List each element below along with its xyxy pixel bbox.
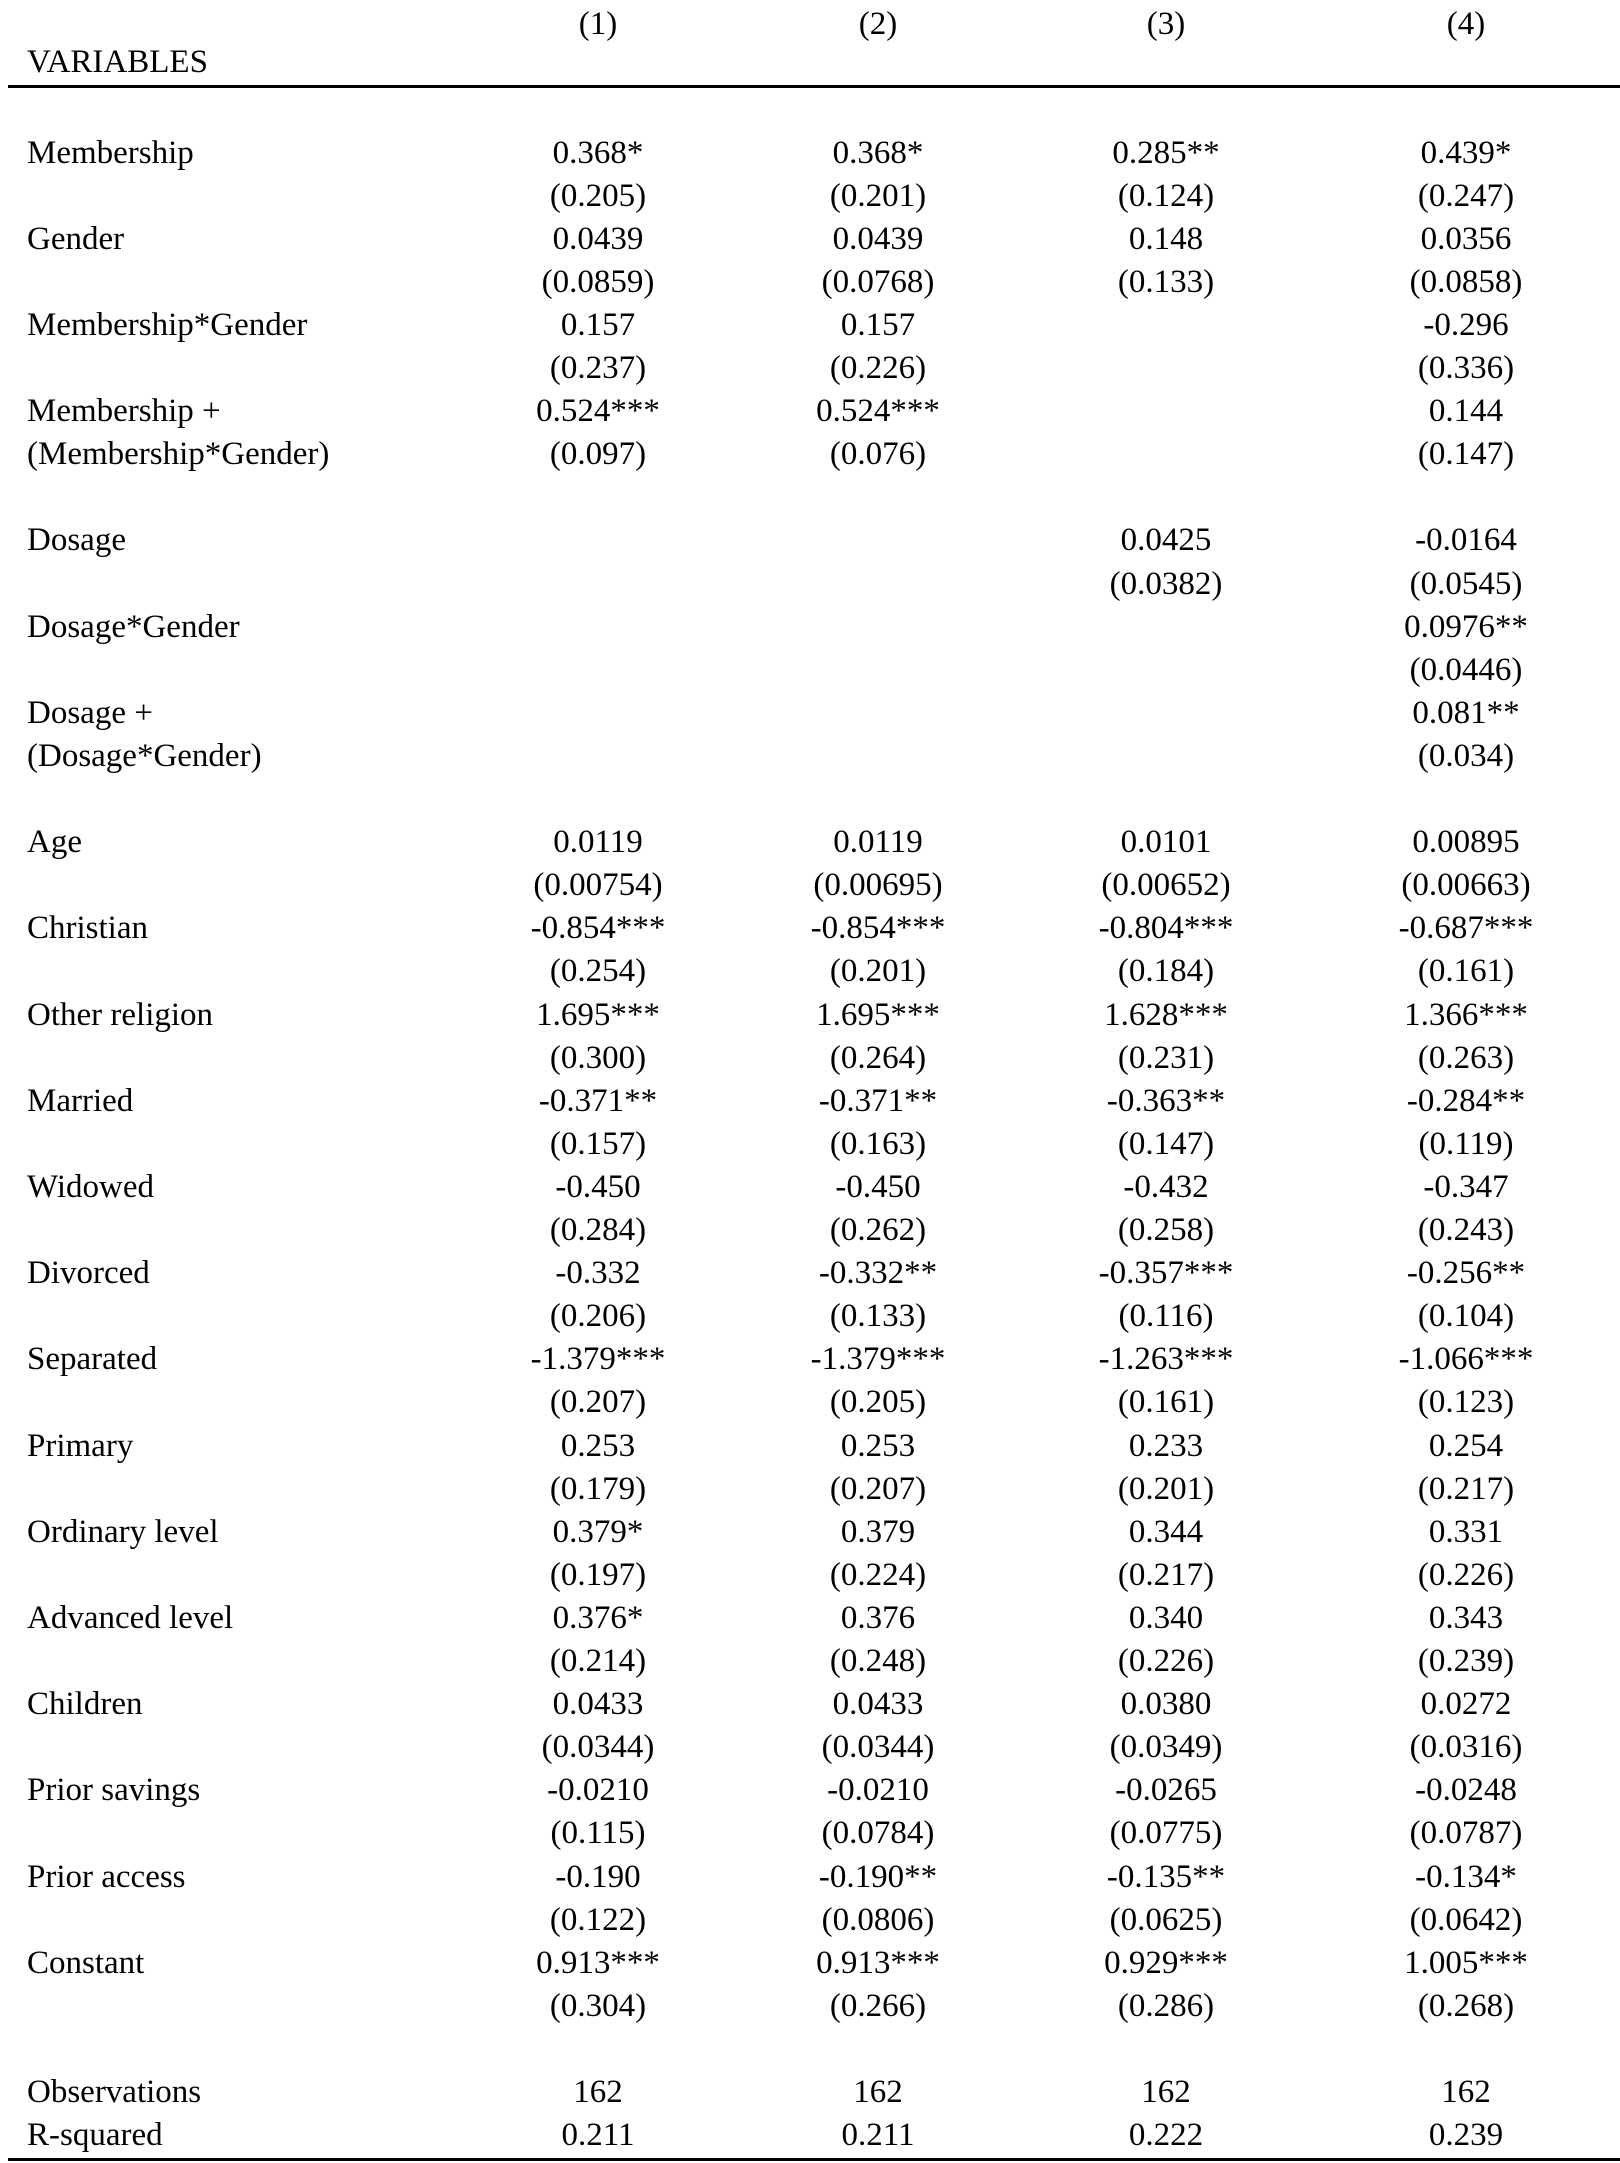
cell-col-4: (0.0545) — [1409, 565, 1523, 602]
table-row — [0, 1381, 1620, 1424]
table-row — [0, 907, 1620, 950]
cell-col-4: 0.343 — [1428, 1599, 1504, 1636]
cell-col-4: (0.123) — [1417, 1384, 1515, 1421]
cell-col-3: 0.285** — [1112, 134, 1220, 171]
cell-col-4: 0.439* — [1420, 134, 1512, 171]
table-row — [0, 132, 1620, 175]
cell-col-4: 0.254 — [1428, 1427, 1504, 1464]
table-row — [0, 1899, 1620, 1942]
cell-col-1: 162 — [573, 2074, 623, 2110]
table-row — [0, 1252, 1620, 1295]
cell-col-4: -0.256** — [1406, 1255, 1526, 1292]
column-header-4: (4) — [1446, 6, 1486, 42]
cell-col-1: (0.284) — [549, 1212, 647, 1248]
cell-col-4: -0.134* — [1415, 1858, 1517, 1895]
cell-col-3: -0.363** — [1106, 1082, 1226, 1119]
cell-col-3: -1.263*** — [1098, 1341, 1234, 1378]
table-row — [0, 1425, 1620, 1468]
cell-col-1: (0.207) — [549, 1384, 647, 1421]
cell-col-2: -1.379*** — [810, 1341, 946, 1378]
table-row — [0, 304, 1620, 347]
table-row — [0, 2071, 1620, 2114]
cell-col-1: -0.332 — [555, 1255, 641, 1292]
cell-col-2: -0.854*** — [810, 910, 946, 947]
cell-col-1: (0.179) — [549, 1470, 647, 1507]
cell-col-4: -0.347 — [1423, 1168, 1509, 1205]
cell-col-3: -0.135** — [1106, 1858, 1226, 1895]
cell-col-1: (0.214) — [549, 1643, 647, 1679]
cell-col-1: 0.157 — [560, 306, 636, 343]
cell-col-3: 0.340 — [1128, 1599, 1204, 1636]
cell-col-3: 0.0425 — [1120, 522, 1212, 559]
cell-col-2: (0.201) — [829, 177, 927, 214]
cell-col-4: (0.268) — [1417, 1987, 1515, 2024]
table-row — [0, 1554, 1620, 1597]
table-row — [0, 606, 1620, 649]
cell-col-1: -0.0210 — [547, 1772, 649, 1809]
cell-col-4: 1.005*** — [1404, 1944, 1528, 1981]
bottom-rule — [8, 2158, 1620, 2161]
cell-col-3: 0.0380 — [1120, 1686, 1212, 1723]
cell-col-1: -0.854*** — [530, 910, 666, 947]
cell-col-2: (0.207) — [829, 1470, 927, 1507]
cell-col-2: (0.0768) — [821, 263, 935, 300]
cell-col-3: 162 — [1141, 2074, 1191, 2110]
cell-col-3: (0.147) — [1117, 1125, 1215, 1162]
table-row — [0, 1769, 1620, 1812]
table-row — [0, 950, 1620, 993]
cell-col-3: (0.217) — [1117, 1556, 1215, 1593]
cell-col-2: 0.0119 — [833, 824, 923, 861]
cell-col-1: (0.206) — [549, 1298, 647, 1335]
table-row — [0, 1985, 1620, 2028]
cell-col-1: -0.371** — [538, 1082, 658, 1119]
cell-col-4: (0.147) — [1417, 436, 1515, 473]
cell-col-3: (0.184) — [1117, 953, 1215, 990]
row-label: Constant — [27, 1944, 145, 1981]
row-label: Gender — [27, 220, 125, 257]
column-header-1: (1) — [578, 6, 618, 42]
cell-col-3: 0.344 — [1128, 1513, 1204, 1550]
cell-col-2: 0.376 — [840, 1599, 916, 1636]
cell-col-2: (0.224) — [829, 1556, 927, 1593]
cell-col-4: (0.104) — [1417, 1298, 1515, 1335]
cell-col-3: (0.133) — [1117, 263, 1215, 300]
table-row — [0, 433, 1620, 476]
cell-col-4: 0.0272 — [1420, 1686, 1512, 1723]
row-label: Separated — [27, 1341, 158, 1378]
cell-col-1: -0.190 — [555, 1858, 641, 1895]
table-row — [0, 218, 1620, 261]
cell-col-2: 0.368* — [832, 134, 924, 171]
table-row — [0, 1683, 1620, 1726]
cell-col-2: (0.00695) — [813, 867, 943, 904]
cell-col-2: (0.262) — [829, 1212, 927, 1248]
cell-col-2: 0.0439 — [832, 220, 924, 257]
table-row — [0, 563, 1620, 606]
cell-col-2: (0.0344) — [821, 1729, 935, 1766]
cell-col-2: (0.205) — [829, 1384, 927, 1421]
cell-col-1: 0.0119 — [553, 824, 643, 861]
top-rule — [8, 85, 1620, 88]
table-row — [0, 1037, 1620, 1080]
row-label: R-squared — [27, 2117, 163, 2154]
cell-col-4: 0.144 — [1428, 393, 1504, 430]
cell-col-3: (0.116) — [1118, 1298, 1214, 1335]
row-label: Widowed — [27, 1168, 154, 1205]
cell-col-4: (0.0858) — [1409, 263, 1523, 300]
cell-col-1: 0.368* — [552, 134, 644, 171]
cell-col-3: -0.432 — [1123, 1168, 1209, 1205]
cell-col-3: -0.357*** — [1098, 1255, 1234, 1292]
cell-col-4: (0.161) — [1417, 953, 1515, 990]
cell-col-1: 0.379* — [552, 1513, 644, 1550]
cell-col-1: 0.0439 — [552, 220, 644, 257]
table-row — [0, 1468, 1620, 1511]
cell-col-2: -0.0210 — [827, 1772, 929, 1809]
table-row — [0, 994, 1620, 1037]
cell-col-4: 0.0356 — [1420, 220, 1512, 257]
row-label: Divorced — [27, 1255, 150, 1292]
cell-col-3: 0.929*** — [1104, 1944, 1228, 1981]
column-header-3: (3) — [1146, 6, 1186, 42]
row-label: Dosage + — [27, 694, 153, 731]
table-row — [0, 1209, 1620, 1252]
cell-col-3: (0.161) — [1117, 1384, 1215, 1421]
cell-col-3: (0.0349) — [1109, 1729, 1223, 1766]
cell-col-1: 0.524*** — [536, 393, 660, 430]
cell-col-4: (0.0446) — [1409, 651, 1523, 688]
cell-col-1: (0.300) — [549, 1039, 647, 1076]
cell-col-4: -0.284** — [1406, 1082, 1526, 1119]
cell-col-1: 0.913*** — [536, 1944, 660, 1981]
cell-col-2: -0.450 — [835, 1168, 921, 1205]
table-row — [0, 1726, 1620, 1769]
table-row — [0, 1511, 1620, 1554]
row-label: Observations — [27, 2074, 202, 2110]
cell-col-4: -0.296 — [1423, 306, 1509, 343]
table-row — [0, 1166, 1620, 1209]
cell-col-1: (0.197) — [549, 1556, 647, 1593]
cell-col-4: 162 — [1441, 2074, 1491, 2110]
cell-col-3: (0.231) — [1117, 1039, 1215, 1076]
table-row — [0, 1295, 1620, 1338]
cell-col-2: (0.0806) — [821, 1901, 935, 1938]
table-row — [0, 821, 1620, 864]
table-row — [0, 735, 1620, 778]
table-row — [0, 1812, 1620, 1855]
row-label: Prior access — [27, 1858, 186, 1895]
cell-col-1: (0.115) — [550, 1815, 646, 1852]
row-label: Age — [27, 824, 82, 861]
cell-col-1: (0.205) — [549, 177, 647, 214]
cell-col-2: (0.133) — [829, 1298, 927, 1335]
cell-col-1: (0.097) — [549, 436, 647, 473]
cell-col-3: 0.233 — [1128, 1427, 1204, 1464]
row-label: (Membership*Gender) — [27, 436, 330, 473]
table-row — [0, 1942, 1620, 1985]
column-header-2: (2) — [858, 6, 898, 42]
cell-col-3: (0.286) — [1117, 1987, 1215, 2024]
table-row — [0, 1856, 1620, 1899]
cell-col-4: (0.0316) — [1409, 1729, 1523, 1766]
table-row — [0, 347, 1620, 390]
cell-col-4: (0.336) — [1417, 350, 1515, 386]
row-label: Ordinary level — [27, 1513, 219, 1550]
cell-col-3: 0.222 — [1128, 2117, 1204, 2154]
cell-col-1: (0.0859) — [541, 263, 655, 300]
cell-col-1: (0.254) — [549, 953, 647, 990]
cell-col-4: 0.0976** — [1404, 608, 1528, 645]
cell-col-3: (0.258) — [1117, 1212, 1215, 1248]
cell-col-3: (0.226) — [1117, 1643, 1215, 1679]
cell-col-1: 0.376* — [552, 1599, 644, 1636]
variables-header: VARIABLES — [27, 44, 208, 80]
cell-col-4: (0.0787) — [1409, 1815, 1523, 1852]
table-row — [0, 519, 1620, 562]
cell-col-1: (0.304) — [549, 1987, 647, 2024]
cell-col-2: (0.266) — [829, 1987, 927, 2024]
table-row — [0, 1338, 1620, 1381]
cell-col-4: -0.0164 — [1415, 522, 1517, 559]
row-label: Christian — [27, 910, 148, 947]
row-label: Dosage — [27, 522, 126, 559]
cell-col-2: 162 — [853, 2074, 903, 2110]
cell-col-2: -0.371** — [818, 1082, 938, 1119]
cell-col-1: (0.122) — [549, 1901, 647, 1938]
cell-col-3: (0.0775) — [1109, 1815, 1223, 1852]
cell-col-1: (0.0344) — [541, 1729, 655, 1766]
cell-col-2: 0.379 — [840, 1513, 916, 1550]
cell-col-4: -0.0248 — [1415, 1772, 1517, 1809]
cell-col-1: 0.253 — [560, 1427, 636, 1464]
cell-col-2: 1.695*** — [816, 996, 940, 1033]
table-row — [0, 864, 1620, 907]
cell-col-1: 0.211 — [561, 2117, 635, 2154]
row-label: Prior savings — [27, 1772, 201, 1809]
cell-col-4: (0.034) — [1417, 737, 1515, 774]
cell-col-4: 0.081** — [1412, 694, 1520, 731]
row-label: Primary — [27, 1427, 134, 1464]
row-label: Advanced level — [27, 1599, 234, 1636]
cell-col-3: (0.124) — [1117, 177, 1215, 214]
cell-col-4: -0.687*** — [1398, 910, 1534, 947]
cell-col-1: 0.0433 — [552, 1686, 644, 1723]
cell-col-1: 1.695*** — [536, 996, 660, 1033]
row-label: Other religion — [27, 996, 214, 1033]
row-label: Membership + — [27, 393, 221, 430]
cell-col-1: -1.379*** — [530, 1341, 666, 1378]
row-label: Dosage*Gender — [27, 608, 240, 645]
cell-col-4: (0.0642) — [1409, 1901, 1523, 1938]
table-row — [0, 261, 1620, 304]
table-row — [0, 175, 1620, 218]
table-row — [0, 2114, 1620, 2157]
cell-col-1: -0.450 — [555, 1168, 641, 1205]
cell-col-2: (0.0784) — [821, 1815, 935, 1852]
cell-col-3: 1.628*** — [1104, 996, 1228, 1033]
cell-col-4: 0.239 — [1428, 2117, 1504, 2154]
cell-col-2: 0.157 — [840, 306, 916, 343]
cell-col-3: 0.148 — [1128, 220, 1204, 257]
cell-col-2: 0.211 — [841, 2117, 915, 2154]
cell-col-3: (0.201) — [1117, 1470, 1215, 1507]
cell-col-4: 1.366*** — [1404, 996, 1528, 1033]
cell-col-3: -0.0265 — [1115, 1772, 1217, 1809]
row-label: Married — [27, 1082, 134, 1119]
cell-col-2: 0.253 — [840, 1427, 916, 1464]
table-row — [0, 1123, 1620, 1166]
cell-col-3: (0.00652) — [1101, 867, 1231, 904]
cell-col-4: (0.00663) — [1401, 867, 1531, 904]
cell-col-4: (0.239) — [1417, 1643, 1515, 1679]
cell-col-4: 0.331 — [1428, 1513, 1504, 1550]
cell-col-4: (0.247) — [1417, 177, 1515, 214]
cell-col-2: 0.0433 — [832, 1686, 924, 1723]
table-row — [0, 1640, 1620, 1683]
row-label: Children — [27, 1686, 143, 1723]
cell-col-2: -0.190** — [818, 1858, 938, 1895]
cell-col-2: (0.226) — [829, 350, 927, 386]
table-row — [0, 1597, 1620, 1640]
table-row — [0, 390, 1620, 433]
cell-col-2: 0.524*** — [816, 393, 940, 430]
cell-col-3: -0.804*** — [1098, 910, 1234, 947]
cell-col-4: (0.119) — [1418, 1125, 1514, 1162]
table-row — [0, 692, 1620, 735]
cell-col-1: (0.157) — [549, 1125, 647, 1162]
row-label: (Dosage*Gender) — [27, 737, 262, 774]
cell-col-3: 0.0101 — [1120, 824, 1212, 861]
row-label: Membership*Gender — [27, 306, 308, 343]
cell-col-2: -0.332** — [818, 1255, 938, 1292]
cell-col-2: (0.163) — [829, 1125, 927, 1162]
row-label: Membership — [27, 134, 194, 171]
cell-col-1: (0.237) — [549, 350, 647, 386]
cell-col-4: 0.00895 — [1412, 824, 1520, 861]
cell-col-2: (0.076) — [829, 436, 927, 473]
cell-col-4: -1.066*** — [1398, 1341, 1534, 1378]
cell-col-1: (0.00754) — [533, 867, 663, 904]
cell-col-3: (0.0382) — [1109, 565, 1223, 602]
cell-col-4: (0.217) — [1417, 1470, 1515, 1507]
cell-col-2: (0.248) — [829, 1643, 927, 1679]
cell-col-2: 0.913*** — [816, 1944, 940, 1981]
cell-col-2: (0.201) — [829, 953, 927, 990]
cell-col-4: (0.243) — [1417, 1212, 1515, 1248]
cell-col-4: (0.226) — [1417, 1556, 1515, 1593]
cell-col-4: (0.263) — [1417, 1039, 1515, 1076]
table-row — [0, 649, 1620, 692]
cell-col-3: (0.0625) — [1109, 1901, 1223, 1938]
cell-col-2: (0.264) — [829, 1039, 927, 1076]
table-row — [0, 1080, 1620, 1123]
